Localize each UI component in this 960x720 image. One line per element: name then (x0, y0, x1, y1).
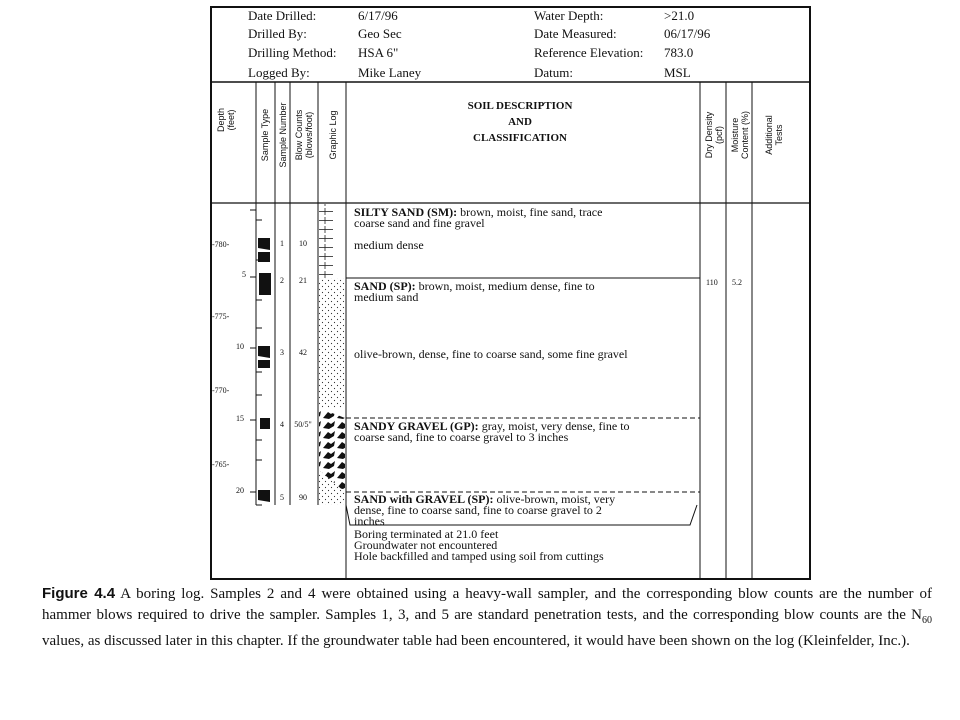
boring-end-note-line1: Boring terminated at 21.0 feet (354, 527, 499, 541)
date-measured-label: Date Measured: (534, 26, 617, 41)
sample-2-marker (259, 273, 271, 295)
drilling-method-label: Drilling Method: (248, 45, 337, 60)
sandy-gravel-description-line1: SANDY GRAVEL (GP): gray, moist, very dense, fine to (354, 419, 630, 433)
drilled-by-label: Drilled By: (248, 26, 307, 41)
sand-with-gravel-description-line1: SAND with GRAVEL (SP): olive-brown, moist, very (354, 492, 616, 506)
additional-tests-column-header: Additional Tests (764, 115, 784, 155)
boring-end-note-line3: Hole backfilled and tamped using soil from cuttings (354, 549, 604, 563)
reference-elevation-value: 783.0 (664, 45, 694, 60)
sample-number: 4 (280, 420, 284, 429)
moisture-value: 5.2 (732, 278, 742, 287)
sample-4-marker (260, 418, 270, 429)
date-drilled-value: 6/17/96 (358, 8, 398, 23)
water-depth-label: Water Depth: (534, 8, 604, 23)
logged-by-value: Mike Laney (358, 65, 422, 80)
moisture-column-header: Moisture Content (%) (730, 110, 750, 160)
sand-graphic (319, 278, 345, 408)
blow-count: 90 (299, 493, 307, 502)
sand-with-gravel-description-line3: inches (354, 514, 385, 528)
water-depth-value: >21.0 (664, 8, 695, 23)
date-drilled-label: Date Drilled: (248, 8, 317, 23)
datum-label: Datum: (534, 65, 573, 80)
blow-counts-column-header: Blow Counts (blows/foot) (294, 109, 314, 161)
silty-sand-description-line2: coarse sand and fine gravel (354, 216, 485, 230)
soil-description-and: AND (508, 116, 532, 128)
drilled-by-value: Geo Sec (358, 26, 402, 41)
boring-end-note-line2: Groundwater not encountered (354, 538, 498, 552)
depth-column-header: Depth (feet) (216, 107, 236, 133)
sample-number: 2 (280, 276, 284, 285)
sample-number: 5 (280, 493, 284, 502)
sample-number-column-header: Sample Number (278, 102, 288, 168)
depth-15: 15 (236, 414, 244, 423)
silty-sand-description-line1: SILTY SAND (SM): brown, moist, fine sand, trace (354, 205, 603, 219)
dry-density-value: 110 (706, 278, 718, 287)
blow-count: 10 (299, 239, 307, 248)
blow-count: 21 (299, 276, 307, 285)
elevation-780: -780- (212, 240, 230, 249)
sandy-gravel-description-line2: coarse sand, fine to coarse gravel to 3 inches (354, 430, 569, 444)
sample-number: 3 (280, 348, 284, 357)
depth-10: 10 (236, 342, 244, 351)
sample-1-marker (258, 238, 270, 250)
sand-with-gravel-description-line2: dense, fine to coarse sand, fine to coarse gravel to 2 (354, 503, 602, 517)
logged-by-label: Logged By: (248, 65, 310, 80)
silty-sand-graphic (319, 204, 333, 278)
sample-3-marker (258, 346, 270, 358)
dry-density-column-header: Dry Density (pcf) (704, 111, 724, 159)
blow-count: 50/5" (294, 420, 312, 429)
figure-caption: Figure 4.4 A boring log. Samples 2 and 4 were obtained using a heavy-wall sampler, and the corresponding blow counts are the number of hammer blows required to drive the sampler. Samples 1, 3, and 5 are standard penetration tests, and the corresponding blow counts are the $N_{60}$ values, as discussed later in this chapter. If the groundwater table had been encountered, it would have been shown on the log (Kleinfelder, Inc.). (42, 585, 932, 649)
drilling-method-value: HSA 6" (358, 45, 399, 60)
sample-number: 1 (280, 239, 284, 248)
graphic-log-column-header: Graphic Log (328, 110, 338, 160)
silty-sand-description-line3: medium dense (354, 238, 424, 252)
soil-description-classification: CLASSIFICATION (473, 132, 567, 144)
depth-5: 5 (242, 270, 246, 279)
sand-description-line3: olive-brown, dense, fine to coarse sand, some fine gravel (354, 347, 628, 361)
sand-description-line2: medium sand (354, 290, 419, 304)
soil-description-title: SOIL DESCRIPTION (467, 100, 573, 112)
elevation-770: -770- (212, 386, 230, 395)
sample-type-column-header: Sample Type (260, 108, 270, 162)
reference-elevation-label: Reference Elevation: (534, 45, 644, 60)
elevation-775: -775- (212, 312, 230, 321)
sample-5-marker (258, 490, 270, 502)
depth-20: 20 (236, 486, 244, 495)
datum-value: MSL (664, 65, 691, 80)
sand-description-line1: SAND (SP): brown, moist, medium dense, fine to (354, 279, 595, 293)
blow-count: 42 (299, 348, 307, 357)
date-measured-value: 06/17/96 (664, 26, 711, 41)
elevation-765: -765- (212, 460, 230, 469)
